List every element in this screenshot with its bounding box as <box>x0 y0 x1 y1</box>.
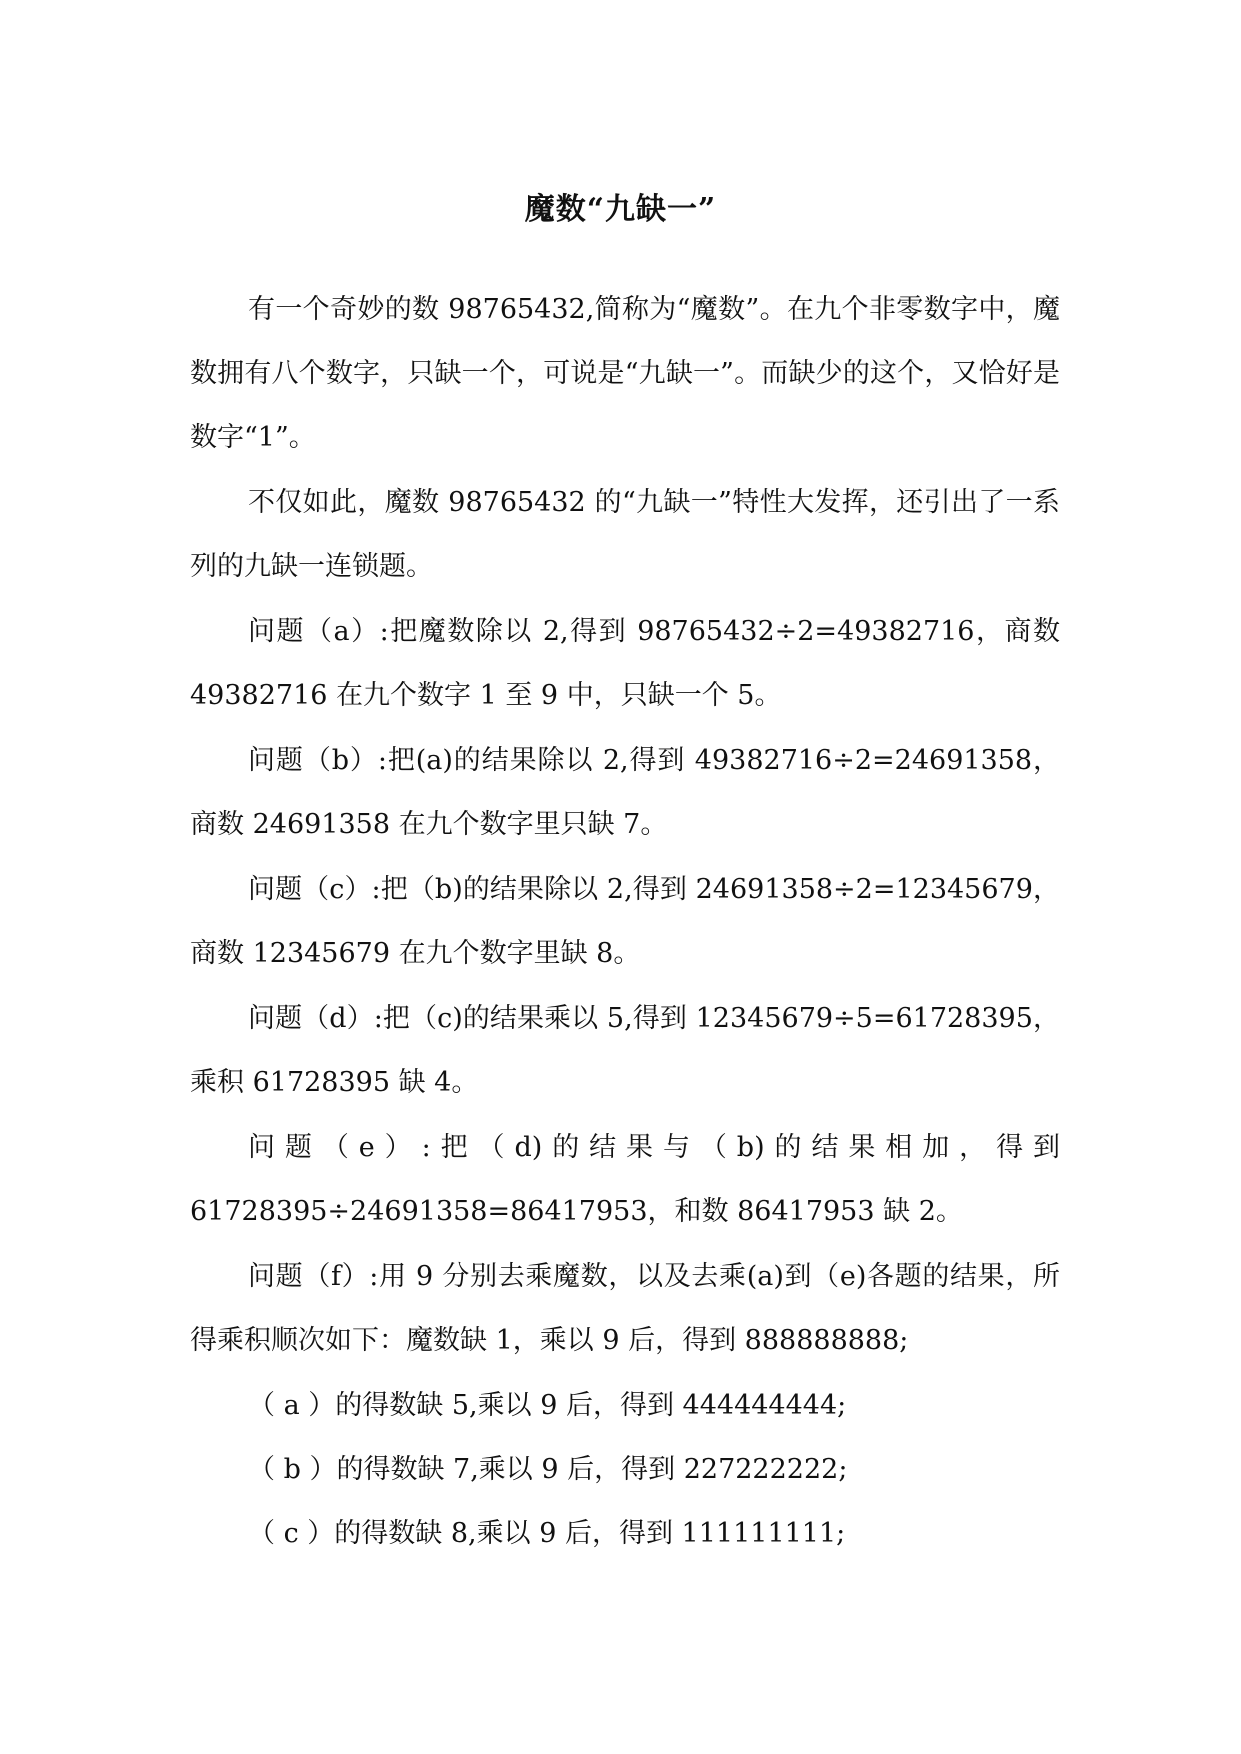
list-item-c: （ c ）的得数缺 8,乘以 9 后，得到 111111111; <box>248 1518 846 1549</box>
paragraph-question-e: 问题（e）:把（d)的结果与（b)的结果相加，得到 61728395÷24691358=86417953，和数 86417953 缺 2。 <box>190 1132 1060 1227</box>
paragraph-question-f: 问题（f）:用 9 分别去乘魔数，以及去乘(a)到（e)各题的结果，所得乘积顺次如下：魔数缺 1，乘以 9 后，得到 888888888; <box>190 1261 1060 1356</box>
paragraph-intro: 有一个奇妙的数 98765432,简称为“魔数”。在九个非零数字中，魔数拥有八个数字，只缺一个，可说是“九缺一”。而缺少的这个，又恰好是数字“1”。 <box>190 294 1060 453</box>
list-item-b: （ b ）的得数缺 7,乘以 9 后，得到 227222222; <box>248 1454 848 1485</box>
paragraph-question-b: 问题（b）:把(a)的结果除以 2,得到 49382716÷2=24691358，商数 24691358 在九个数字里只缺 7。 <box>190 745 1060 840</box>
paragraph-question-c: 问题（c）:把（b)的结果除以 2,得到 24691358÷2=12345679，商数 12345679 在九个数字里缺 8。 <box>190 874 1060 969</box>
paragraph-question-a: 问题（a）:把魔数除以 2,得到 98765432÷2=49382716，商数 49382716 在九个数字 1 至 9 中，只缺一个 5。 <box>190 616 1060 711</box>
paragraph-question-d: 问题（d）:把（c)的结果乘以 5,得到 12345679÷5=61728395，乘积 61728395 缺 4。 <box>190 1003 1060 1098</box>
list-item-a: （ a ）的得数缺 5,乘以 9 后，得到 444444444; <box>248 1390 847 1421</box>
document-title: 魔数“九缺一” <box>524 192 717 227</box>
document-body <box>190 278 1060 1566</box>
paragraph-chain-intro: 不仅如此，魔数 98765432 的“九缺一”特性大发挥，还引出了一系列的九缺一连锁题。 <box>190 487 1060 582</box>
